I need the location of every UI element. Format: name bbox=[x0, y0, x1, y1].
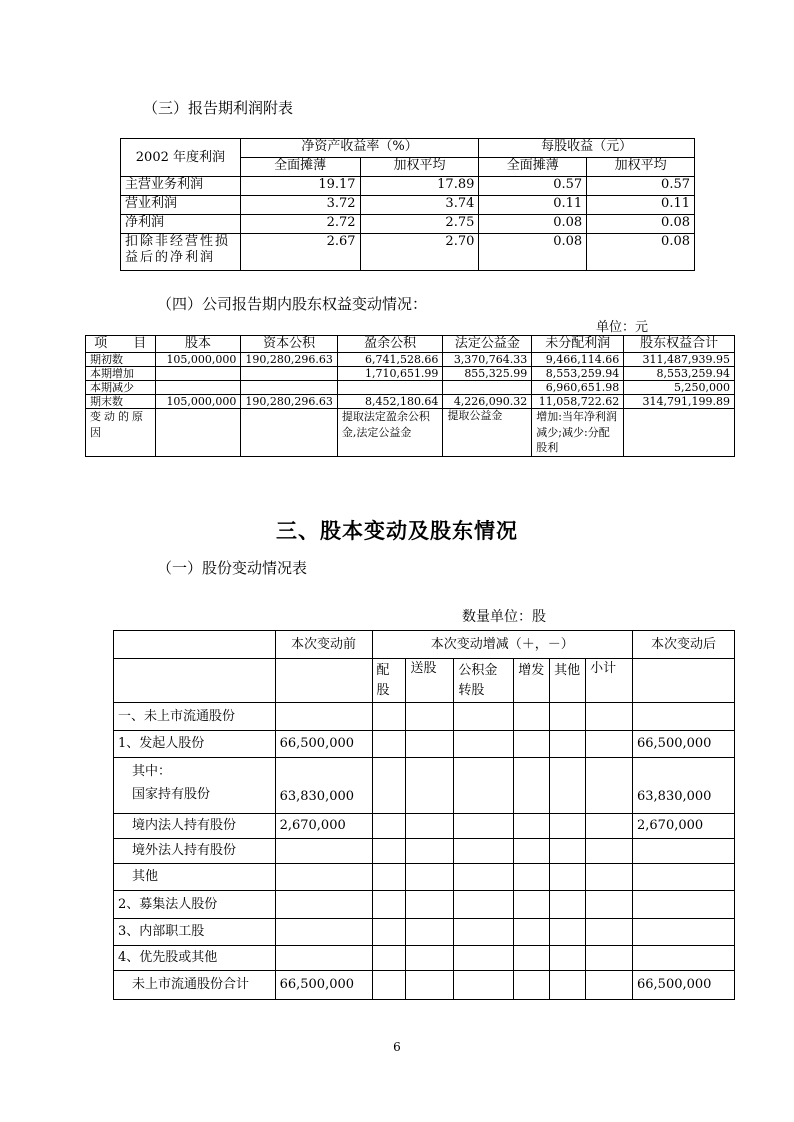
table-row bbox=[121, 215, 695, 234]
cell bbox=[241, 366, 337, 380]
section-profit-title: （三）报告期利润附表 bbox=[143, 99, 294, 117]
share-header-after: 本次变动后 bbox=[633, 631, 735, 659]
table-row bbox=[114, 703, 735, 731]
equity-table bbox=[85, 335, 735, 457]
cell: 9,466,114.66 bbox=[532, 352, 624, 366]
cell: 105,000,000 bbox=[155, 395, 241, 409]
cell: 314,791,199.89 bbox=[624, 395, 735, 409]
row-label: 2、募集法人股份 bbox=[114, 891, 276, 919]
cell-before bbox=[275, 703, 372, 731]
cell: 0.57 bbox=[587, 177, 695, 196]
share-before-sub bbox=[275, 659, 372, 703]
table-row bbox=[86, 380, 735, 394]
cell-before bbox=[275, 839, 372, 864]
cell-after: 66,500,000 bbox=[633, 971, 735, 1000]
equity-header: 股本 bbox=[155, 336, 241, 353]
row-label: 期初数 bbox=[86, 352, 156, 366]
cell: 增加:当年净利润减少;减少:分配股利 bbox=[532, 409, 624, 456]
equity-header: 法定公益金 bbox=[443, 336, 532, 353]
table-row bbox=[121, 196, 695, 215]
table-row bbox=[114, 891, 735, 919]
row-label: 扣除非经营性损益后的净利润 bbox=[121, 234, 241, 271]
table-row bbox=[114, 864, 735, 891]
share-header-change: 本次变动增减（＋，－） bbox=[372, 631, 632, 659]
cell: 190,280,296.63 bbox=[241, 352, 337, 366]
cell: 855,325.99 bbox=[443, 366, 532, 380]
cell bbox=[155, 380, 241, 394]
cell: 提取法定盈余公积金,法定公益金 bbox=[337, 409, 443, 456]
cell: 8,553,259.94 bbox=[624, 366, 735, 380]
cell bbox=[624, 409, 735, 456]
table-row bbox=[86, 352, 735, 366]
equity-header: 未分配利润 bbox=[532, 336, 624, 353]
cell: 19.17 bbox=[240, 177, 360, 196]
cell-before bbox=[275, 919, 372, 946]
cell: 1,710,651.99 bbox=[337, 366, 443, 380]
row-label: 境外法人持有股份 bbox=[114, 839, 276, 864]
cell bbox=[155, 409, 241, 456]
share-corner bbox=[114, 631, 276, 659]
table-row bbox=[114, 839, 735, 864]
cell bbox=[443, 380, 532, 394]
cell: 8,452,180.64 bbox=[337, 395, 443, 409]
cell: 105,000,000 bbox=[155, 352, 241, 366]
cell-before bbox=[275, 946, 372, 971]
section-share-title: （一）股份变动情况表 bbox=[157, 559, 308, 577]
cell: 190,280,296.63 bbox=[241, 395, 337, 409]
cell: 2.70 bbox=[360, 234, 479, 271]
share-header-before: 本次变动前 bbox=[275, 631, 372, 659]
cell: 2.72 bbox=[240, 215, 360, 234]
cell-after bbox=[633, 864, 735, 891]
profit-sub-header: 加权平均 bbox=[360, 158, 479, 177]
cell: 0.11 bbox=[479, 196, 587, 215]
share-sub-header: 公积金转股 bbox=[454, 659, 514, 703]
profit-group-eps: 每股收益（元） bbox=[479, 139, 695, 158]
share-after-sub bbox=[633, 659, 735, 703]
table-row bbox=[114, 971, 735, 1000]
table-row bbox=[86, 366, 735, 380]
table-row bbox=[114, 919, 735, 946]
cell: 0.08 bbox=[587, 215, 695, 234]
profit-corner: 2002 年度利润 bbox=[121, 139, 241, 177]
cell-after bbox=[633, 946, 735, 971]
share-table bbox=[113, 630, 735, 1000]
profit-sub-header: 全面摊薄 bbox=[240, 158, 360, 177]
share-corner bbox=[114, 659, 276, 703]
cell-before bbox=[275, 864, 372, 891]
cell: 3.74 bbox=[360, 196, 479, 215]
row-label-group bbox=[114, 758, 276, 814]
equity-header: 项 目 bbox=[86, 336, 156, 353]
table-row bbox=[114, 814, 735, 839]
cell: 3,370,764.33 bbox=[443, 352, 532, 366]
cell-before: 66,500,000 bbox=[275, 731, 372, 758]
cell-before bbox=[275, 891, 372, 919]
cell: 4,226,090.32 bbox=[443, 395, 532, 409]
table-row bbox=[86, 409, 735, 456]
equity-header: 股东权益合计 bbox=[624, 336, 735, 353]
share-sub-header: 增发 bbox=[514, 659, 550, 703]
cell-after: 63,830,000 bbox=[633, 758, 735, 814]
cell: 0.57 bbox=[479, 177, 587, 196]
table-row bbox=[114, 731, 735, 758]
cell bbox=[155, 366, 241, 380]
cell-after: 2,670,000 bbox=[633, 814, 735, 839]
row-label: 一、未上市流通股份 bbox=[114, 703, 276, 731]
row-label: 净利润 bbox=[121, 215, 241, 234]
page-number: 6 bbox=[393, 1040, 401, 1054]
cell bbox=[337, 380, 443, 394]
table-row bbox=[114, 946, 735, 971]
row-label: 1、发起人股份 bbox=[114, 731, 276, 758]
row-label: 期末数 bbox=[86, 395, 156, 409]
row-label: 主营业务利润 bbox=[121, 177, 241, 196]
cell: 6,960,651.98 bbox=[532, 380, 624, 394]
section-equity-title: （四）公司报告期内股东权益变动情况： bbox=[157, 295, 428, 313]
share-sub-header: 送股 bbox=[406, 659, 454, 703]
cell: 8,553,259.94 bbox=[532, 366, 624, 380]
profit-group-roe: 净资产收益率（%） bbox=[240, 139, 479, 158]
table-row bbox=[121, 177, 695, 196]
cell-before: 2,670,000 bbox=[275, 814, 372, 839]
row-label: 变动的原因 bbox=[86, 409, 156, 456]
row-label-prefix: 其中： bbox=[132, 764, 172, 779]
cell-after: 66,500,000 bbox=[633, 731, 735, 758]
row-label: 未上市流通股份合计 bbox=[114, 971, 276, 1000]
share-sub-header: 小计 bbox=[586, 659, 633, 703]
cell: 311,487,939.95 bbox=[624, 352, 735, 366]
share-sub-header: 配股 bbox=[372, 659, 406, 703]
table-row bbox=[86, 395, 735, 409]
row-label: 4、优先股或其他 bbox=[114, 946, 276, 971]
cell: 3.72 bbox=[240, 196, 360, 215]
cell-before: 66,500,000 bbox=[275, 971, 372, 1000]
cell: 0.08 bbox=[587, 234, 695, 271]
row-label: 国家持有股份 bbox=[132, 787, 211, 803]
cell bbox=[241, 409, 337, 456]
cell: 6,741,528.66 bbox=[337, 352, 443, 366]
profit-sub-header: 加权平均 bbox=[587, 158, 695, 177]
cell: 2.75 bbox=[360, 215, 479, 234]
cell-before: 63,830,000 bbox=[275, 758, 372, 814]
row-label: 3、内部职工股 bbox=[114, 919, 276, 946]
table-row bbox=[121, 234, 695, 271]
row-label: 境内法人持有股份 bbox=[114, 814, 276, 839]
equity-unit: 单位：元 bbox=[596, 320, 649, 335]
row-label: 本期减少 bbox=[86, 380, 156, 394]
cell: 17.89 bbox=[360, 177, 479, 196]
cell-after bbox=[633, 839, 735, 864]
equity-header: 资本公积 bbox=[241, 336, 337, 353]
cell: 提取公益金 bbox=[443, 409, 532, 456]
cell: 11,058,722.62 bbox=[532, 395, 624, 409]
row-label: 本期增加 bbox=[86, 366, 156, 380]
profit-sub-header: 全面摊薄 bbox=[479, 158, 587, 177]
chapter-title: 三、股本变动及股东情况 bbox=[276, 518, 518, 543]
cell: 0.11 bbox=[587, 196, 695, 215]
cell: 2.67 bbox=[240, 234, 360, 271]
cell: 0.08 bbox=[479, 215, 587, 234]
cell-after bbox=[633, 891, 735, 919]
cell: 5,250,000 bbox=[624, 380, 735, 394]
cell-after bbox=[633, 919, 735, 946]
cell-after bbox=[633, 703, 735, 731]
profit-table bbox=[120, 138, 695, 271]
row-label: 其他 bbox=[114, 864, 276, 891]
equity-header: 盈余公积 bbox=[337, 336, 443, 353]
cell bbox=[241, 380, 337, 394]
share-sub-header: 其他 bbox=[550, 659, 586, 703]
cell: 0.08 bbox=[479, 234, 587, 271]
row-label: 营业利润 bbox=[121, 196, 241, 215]
share-unit: 数量单位：股 bbox=[462, 609, 546, 625]
table-row bbox=[114, 758, 735, 814]
